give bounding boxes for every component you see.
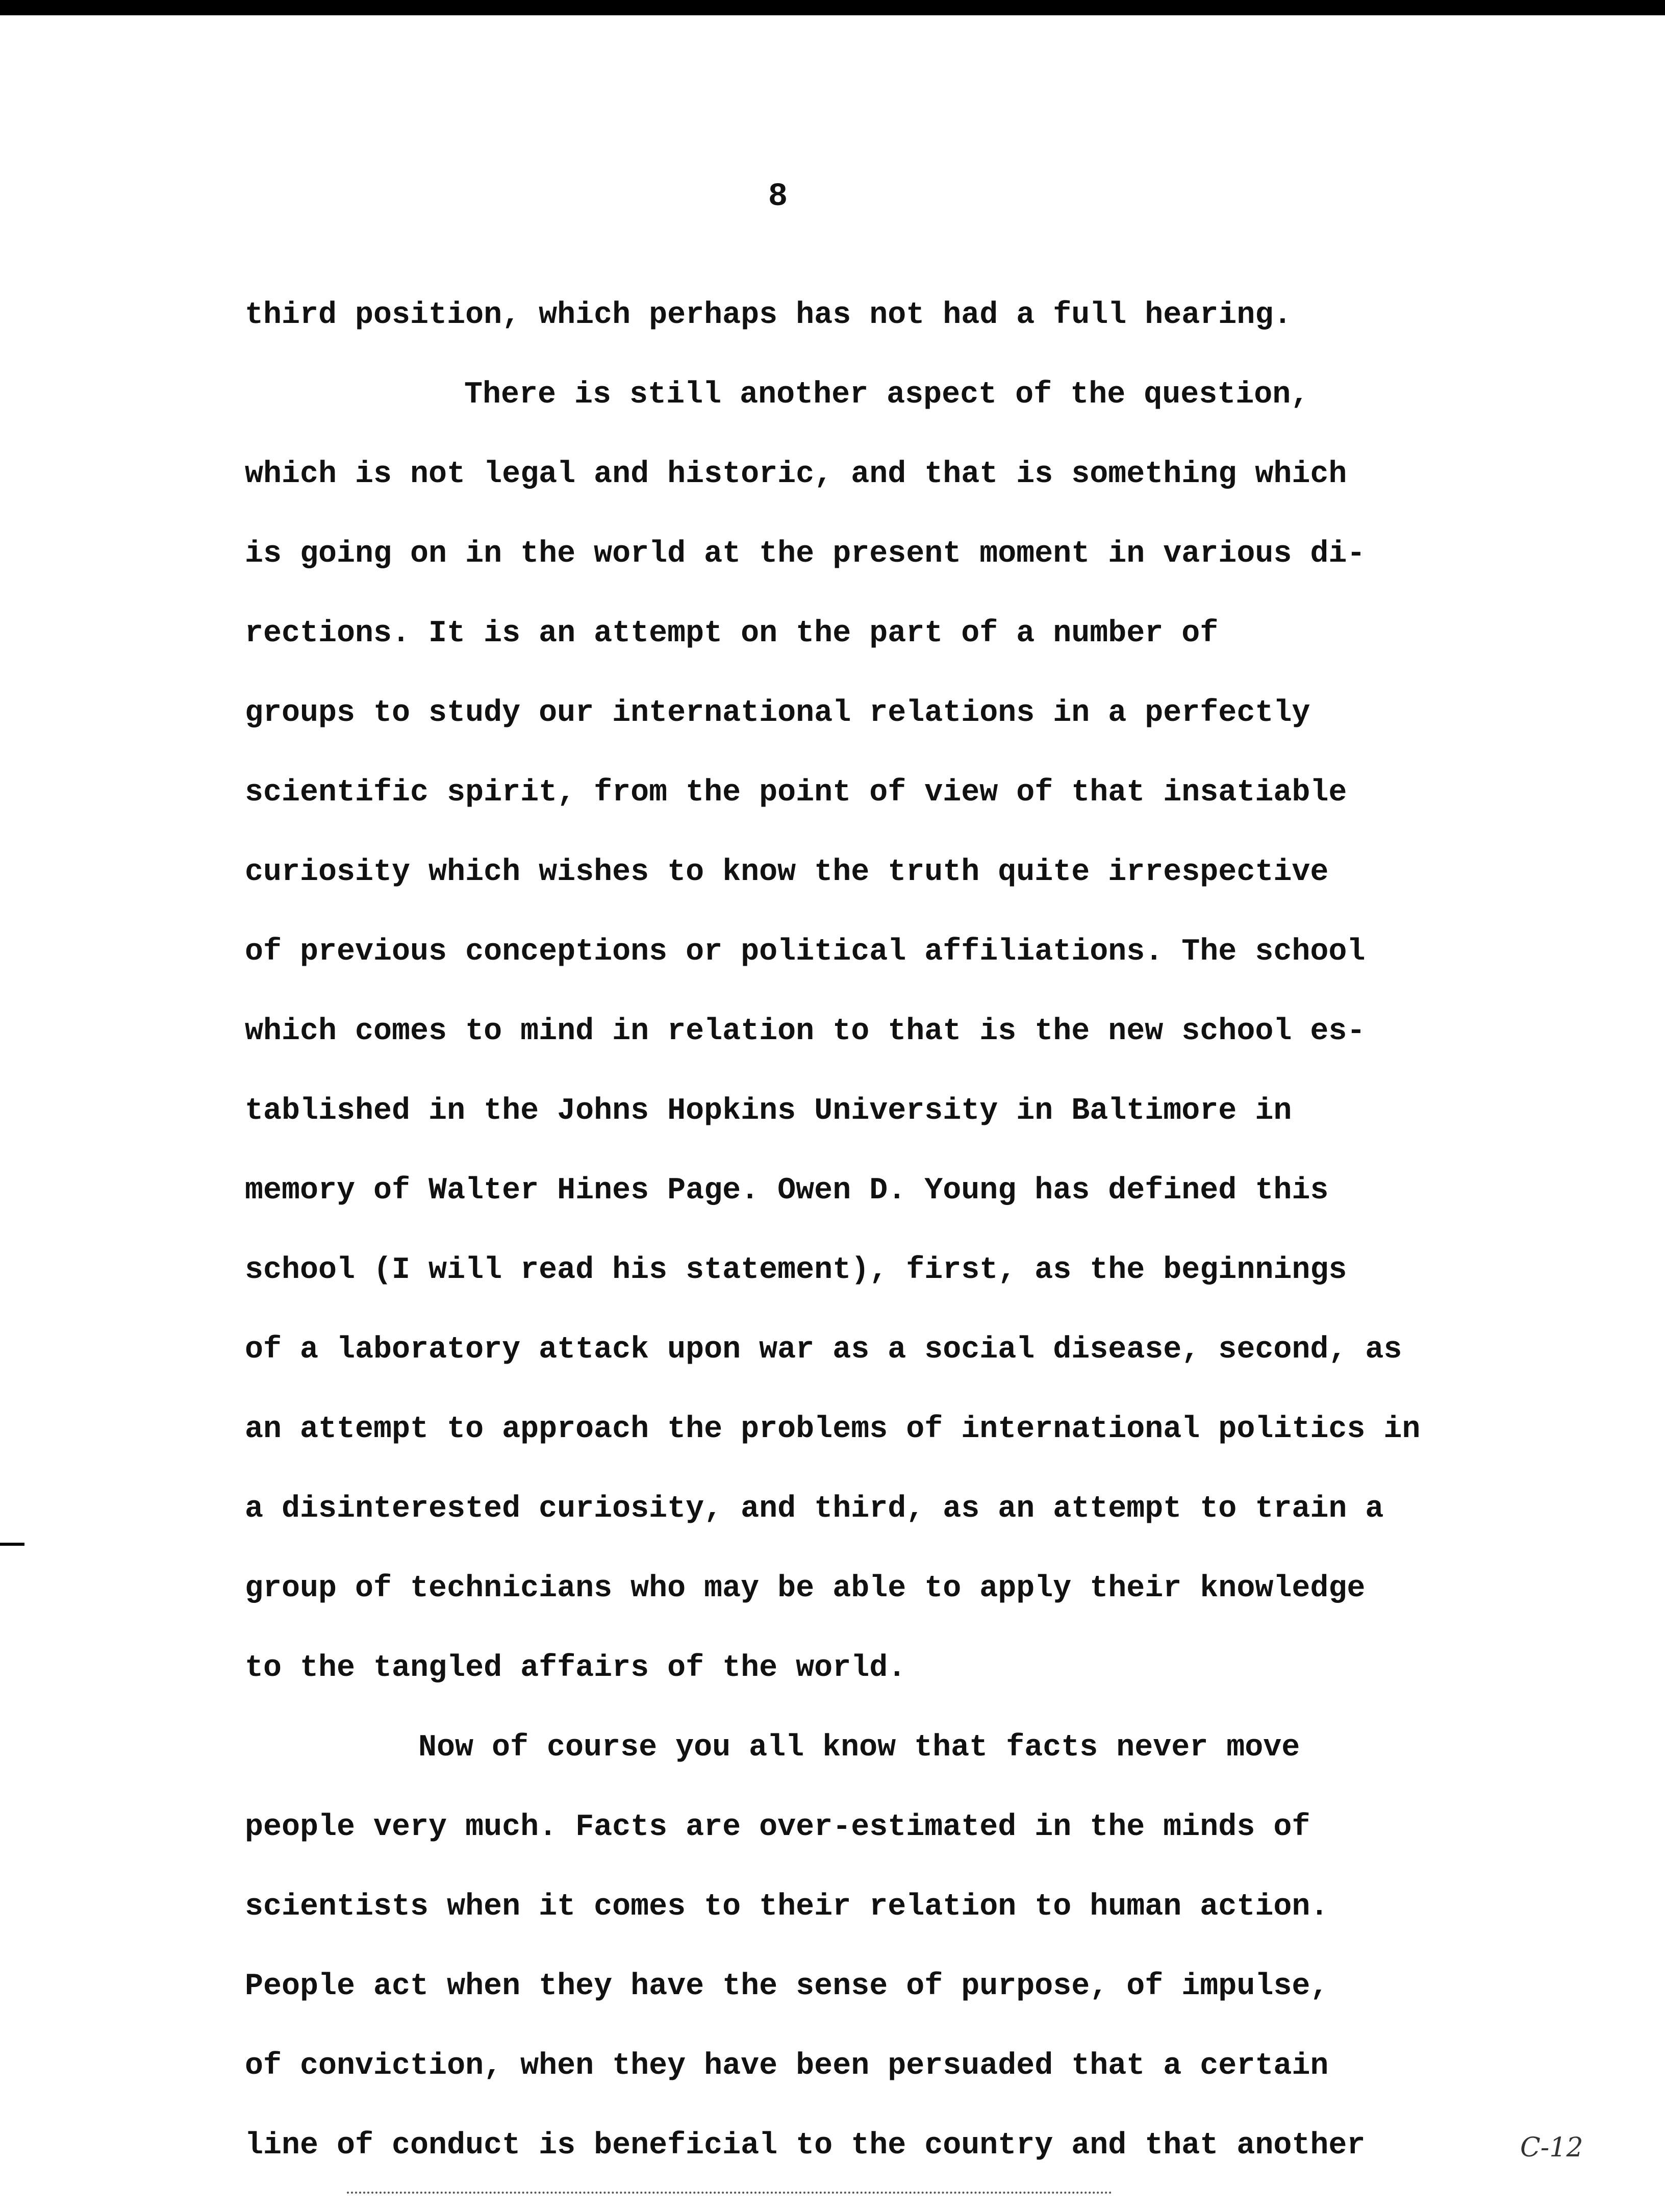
page-number: 8	[768, 179, 788, 215]
scan-margin-mark	[0, 1543, 24, 1546]
text-line: third position, which perhaps has not had a full hearing.	[245, 298, 1292, 333]
text-line: rections. It is an attempt on the part of a number of	[245, 616, 1219, 651]
text-line: which comes to mind in relation to that is the new school es-	[245, 1014, 1366, 1049]
text-line: school (I will read his statement), first, as the beginnings	[245, 1253, 1347, 1288]
text-line: There is still another aspect of the question,	[464, 378, 1309, 412]
handwritten-page-note: C-12	[1520, 2132, 1583, 2163]
text-line: memory of Walter Hines Page. Owen D. Young has defined this	[245, 1173, 1329, 1208]
text-line: to the tangled affairs of the world.	[245, 1651, 906, 1686]
text-line: curiosity which wishes to know the truth quite irrespective	[245, 855, 1329, 890]
body-text	[245, 275, 1510, 2185]
text-line: is going on in the world at the present moment in various di-	[245, 537, 1366, 571]
text-line: scientific spirit, from the point of view of that insatiable	[245, 775, 1347, 810]
text-line: group of technicians who may be able to apply their knowledge	[245, 1571, 1366, 1606]
text-line: of previous conceptions or political affiliations. The school	[245, 935, 1366, 969]
text-line: of a laboratory attack upon war as a social disease, second, as	[245, 1333, 1402, 1367]
text-line: People act when they have the sense of purpose, of impulse,	[245, 1969, 1329, 2004]
text-line: groups to study our international relations in a perfectly	[245, 696, 1310, 731]
text-line: a disinterested curiosity, and third, as an attempt to train a	[245, 1492, 1384, 1526]
text-line: which is not legal and historic, and that is something which	[245, 457, 1347, 492]
text-line: of conviction, when they have been persuaded that a certain	[245, 2049, 1329, 2083]
text-line: an attempt to approach the problems of international politics in	[245, 1412, 1421, 1447]
text-line: Now of course you all know that facts never move	[418, 1730, 1300, 1765]
text-line: scientists when it comes to their relation to human action.	[245, 1890, 1329, 1924]
scan-top-border	[0, 0, 1665, 15]
text-line: people very much. Facts are over-estimated in the minds of	[245, 1810, 1310, 1845]
text-line: tablished in the Johns Hopkins University in Baltimore in	[245, 1094, 1292, 1128]
text-line: line of conduct is beneficial to the country and that another	[245, 2128, 1366, 2163]
scan-noise-dots	[347, 2192, 1112, 2204]
